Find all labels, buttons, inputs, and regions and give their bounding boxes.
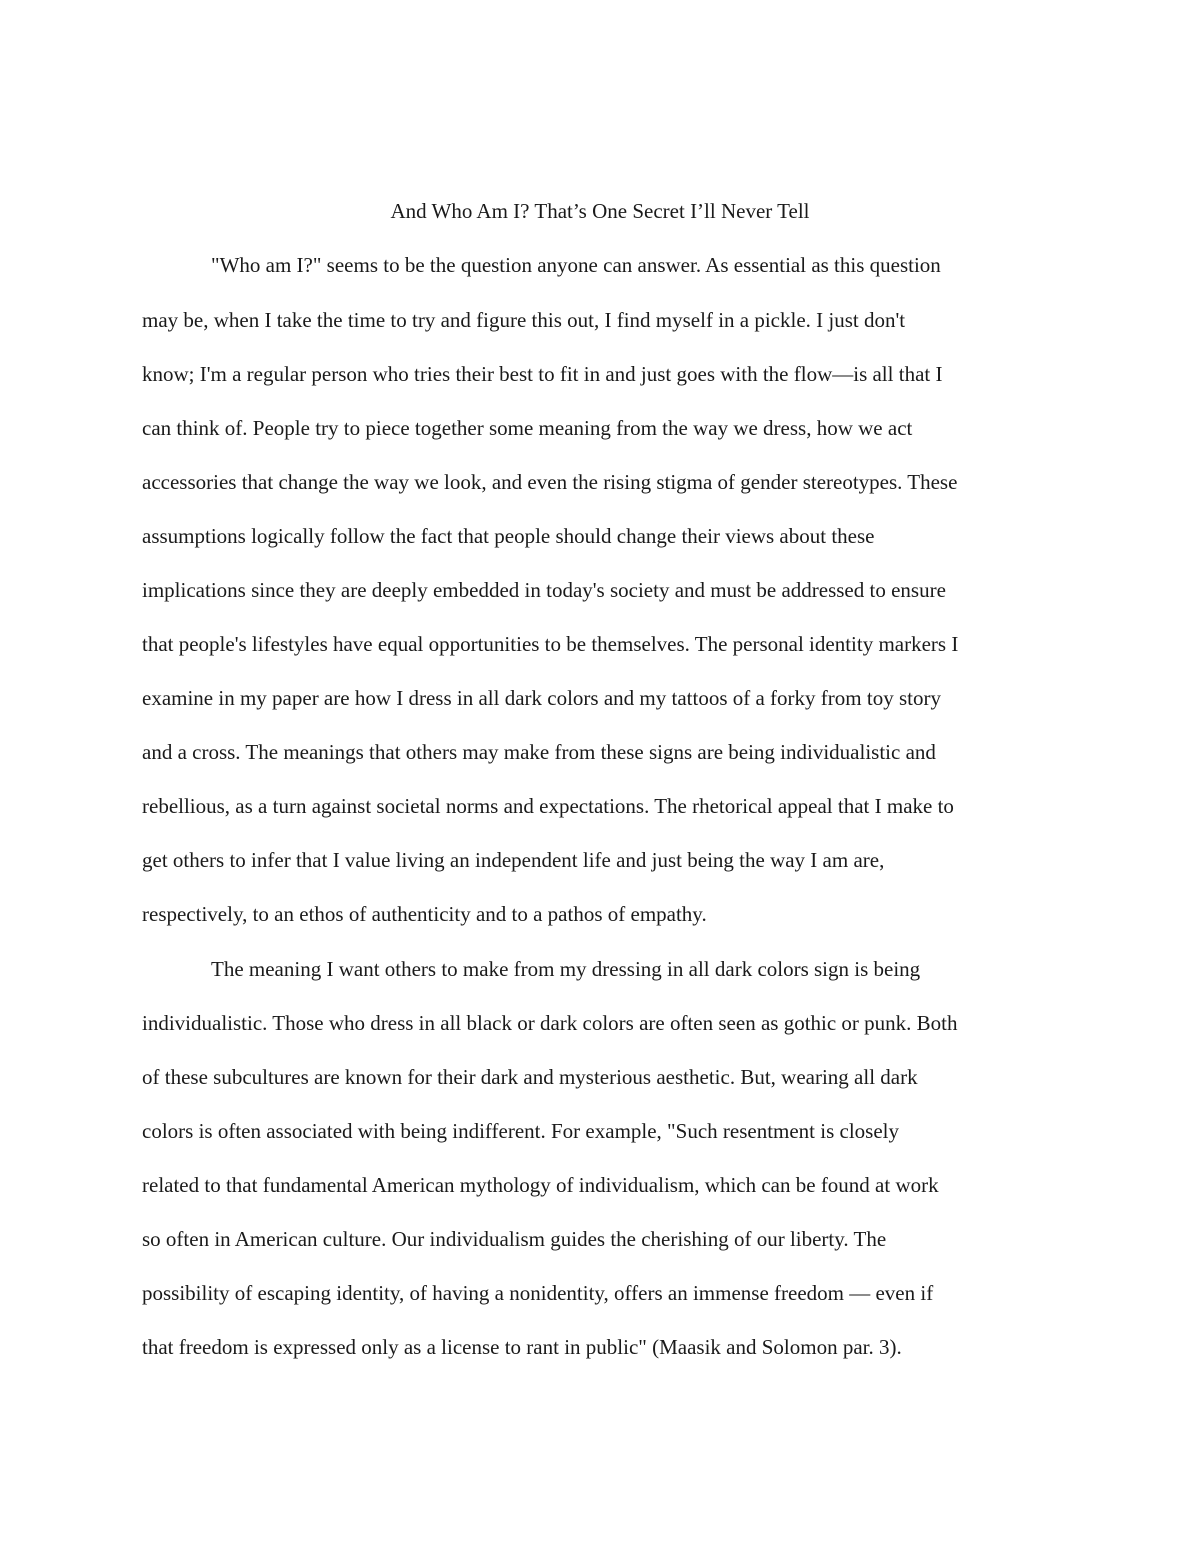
text-line: that people's lifestyles have equal opportunities to be themselves. The personal identity markers I (142, 632, 959, 656)
text-line: can think of. People try to piece together some meaning from the way we dress, how we act (142, 416, 913, 440)
text-line: respectively, to an ethos of authenticity and to a pathos of empathy. (142, 902, 707, 926)
text-line: individualistic. Those who dress in all black or dark colors are often seen as gothic or punk. Both (142, 1011, 958, 1035)
text-line: that freedom is expressed only as a license to rant in public" (Maasik and Solomon par. 3). (142, 1335, 902, 1359)
text-line: The meaning I want others to make from my dressing in all dark colors sign is being (211, 957, 921, 981)
text-line: possibility of escaping identity, of having a nonidentity, offers an immense freedom — even if (142, 1281, 934, 1305)
text-line: accessories that change the way we look, and even the rising stigma of gender stereotypes. These (142, 470, 958, 494)
text-line: examine in my paper are how I dress in all dark colors and my tattoos of a forky from toy story (142, 686, 941, 710)
document-title: And Who Am I? That’s One Secret I’ll Never Tell (390, 199, 810, 223)
text-line: related to that fundamental American mythology of individualism, which can be found at work (142, 1173, 939, 1197)
text-line: of these subcultures are known for their dark and mysterious aesthetic. But, wearing all dark (142, 1065, 918, 1089)
text-line: implications since they are deeply embedded in today's society and must be addressed to ensure (142, 578, 946, 602)
text-line: so often in American culture. Our individualism guides the cherishing of our liberty. The (142, 1227, 887, 1251)
text-line: know; I'm a regular person who tries their best to fit in and just goes with the flow—is all that I (142, 362, 943, 386)
text-line: get others to infer that I value living an independent life and just being the way I am are, (142, 848, 885, 872)
text-line: assumptions logically follow the fact that people should change their views about these (142, 524, 875, 548)
text-line: may be, when I take the time to try and figure this out, I find myself in a pickle. I just don't (142, 308, 906, 332)
text-line: colors is often associated with being indifferent. For example, "Such resentment is closely (142, 1119, 900, 1143)
text-line: "Who am I?" seems to be the question anyone can answer. As essential as this question (211, 253, 941, 277)
text-line: and a cross. The meanings that others may make from these signs are being individualistic and (142, 740, 936, 764)
text-line: rebellious, as a turn against societal norms and expectations. The rhetorical appeal that I make to (142, 794, 954, 818)
